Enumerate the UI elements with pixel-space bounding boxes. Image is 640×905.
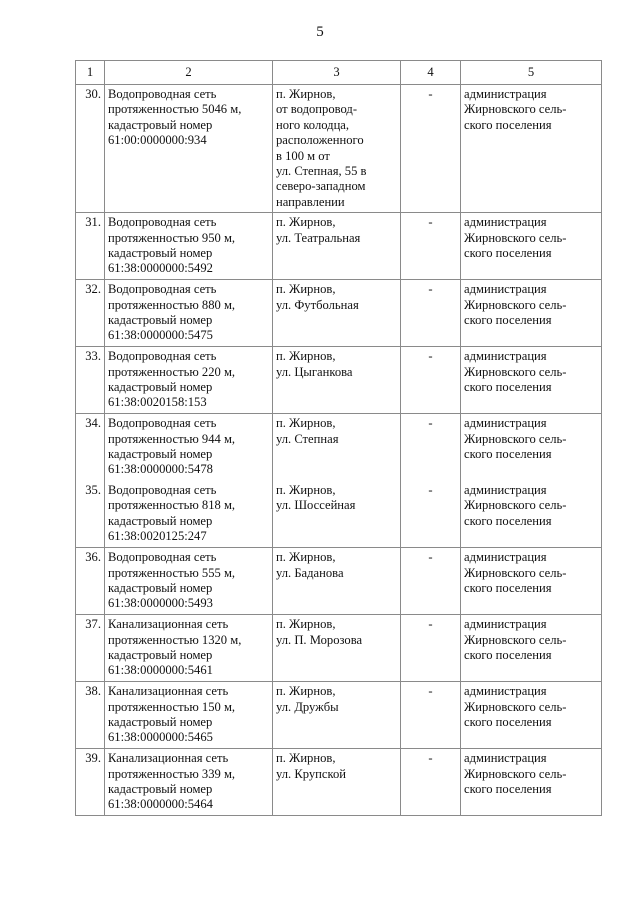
object-description [105,682,273,749]
location-line: п. Жирнов, [276,215,336,230]
column-header: 4 [401,61,461,85]
description-line: кадастровый номер [108,581,213,596]
column-4-value: - [401,682,461,749]
table-row [76,749,602,816]
table-row [76,481,602,548]
object-description [105,615,273,682]
holder-line: Жирновского сель- [464,230,567,245]
holder-line: администрация [464,282,547,297]
description-line: Водопроводная сеть [108,349,217,364]
location-line: ул. Крупской [276,766,346,781]
holder-line: Жирновского сель- [464,297,567,312]
column-4-value: - [401,481,461,548]
holder-line: администрация [464,349,547,364]
object-location [273,481,401,548]
holder-line: ского поселения [464,117,552,132]
column-header: 2 [105,61,273,85]
object-description [105,85,273,213]
object-description [105,213,273,280]
location-line: северо-западном [276,179,366,194]
holder-line: администрация [464,617,547,632]
description-line: 61:00:0000000:934 [108,133,207,148]
description-line: 61:38:0000000:5478 [108,462,213,477]
location-line: направлении [276,194,345,209]
description-line: кадастровый номер [108,380,213,395]
object-location [273,414,401,481]
rights-holder [461,280,602,347]
object-location [273,615,401,682]
row-number: 33. [76,347,105,414]
location-line: ул. Дружбы [276,699,339,714]
description-line: протяженностью 1320 м, [108,632,242,647]
row-number: 37. [76,615,105,682]
location-line: ул. Баданова [276,565,344,580]
description-line: протяженностью 818 м, [108,498,236,513]
holder-line: Жирновского сель- [464,364,567,379]
object-location [273,548,401,615]
row-number: 32. [76,280,105,347]
row-number: 39. [76,749,105,816]
location-line: ул. Цыганкова [276,364,353,379]
description-line: Канализационная сеть [108,684,229,699]
holder-line: администрация [464,416,547,431]
row-number: 36. [76,548,105,615]
rights-holder [461,682,602,749]
location-line: ул. П. Морозова [276,632,363,647]
table-row [76,615,602,682]
description-line: 61:38:0020158:153 [108,395,207,410]
location-line: ул. Степная [276,431,339,446]
description-line: Водопроводная сеть [108,416,217,431]
holder-line: администрация [464,550,547,565]
holder-line: ского поселения [464,447,552,462]
column-header: 1 [76,61,105,85]
holder-line: администрация [464,482,547,497]
column-4-value: - [401,615,461,682]
description-line: протяженностью 5046 м, [108,102,242,117]
rights-holder [461,749,602,816]
description-line: Водопроводная сеть [108,87,217,101]
object-description [105,749,273,816]
holder-line: Жирновского сель- [464,431,567,446]
description-line: кадастровый номер [108,117,213,132]
description-line: Водопроводная сеть [108,215,217,230]
object-location [273,749,401,816]
holder-line: Жирновского сель- [464,766,567,781]
table-row [76,414,602,481]
location-line: ул. Шоссейная [276,498,356,513]
holder-line: администрация [464,751,547,766]
rights-holder [461,414,602,481]
location-line: ул. Театральная [276,230,361,245]
location-line: п. Жирнов, [276,617,336,632]
object-description [105,548,273,615]
table-row [76,682,602,749]
rights-holder [461,548,602,615]
description-line: протяженностью 220 м, [108,364,236,379]
holder-line: ского поселения [464,581,552,596]
row-number: 34. [76,414,105,481]
holder-line: администрация [464,215,547,230]
description-line: 61:38:0000000:5475 [108,328,213,343]
page-number: 5 [316,24,324,40]
description-line: кадастровый номер [108,715,213,730]
description-line: 61:38:0020125:247 [108,528,207,543]
holder-line: Жирновского сель- [464,632,567,647]
object-location [273,280,401,347]
location-line: ул. Степная, 55 в [276,164,367,179]
holder-line: ского поселения [464,513,552,528]
location-line: п. Жирнов, [276,482,336,497]
description-line: Водопроводная сеть [108,482,217,497]
holder-line: администрация [464,684,547,699]
location-line: п. Жирнов, [276,751,336,766]
table-row [76,548,602,615]
column-4-value: - [401,749,461,816]
holder-line: ского поселения [464,782,552,797]
holder-line: ского поселения [464,313,552,328]
row-number: 31. [76,213,105,280]
holder-line: ского поселения [464,380,552,395]
description-line: протяженностью 339 м, [108,766,236,781]
object-location [273,85,401,213]
description-line: протяженностью 944 м, [108,431,236,446]
rights-holder [461,615,602,682]
table-row [76,280,602,347]
column-4-value: - [401,280,461,347]
row-number: 30. [76,85,105,213]
description-line: кадастровый номер [108,782,213,797]
object-description [105,280,273,347]
location-line: п. Жирнов, [276,87,336,101]
location-line: п. Жирнов, [276,416,336,431]
rights-holder [461,85,602,213]
holder-line: Жирновского сель- [464,102,567,117]
description-line: 61:38:0000000:5461 [108,663,213,678]
holder-line: администрация [464,87,547,101]
column-4-value: - [401,85,461,213]
column-4-value: - [401,548,461,615]
table-row [76,347,602,414]
location-line: п. Жирнов, [276,349,336,364]
table-header-row [76,61,602,85]
table-row [76,213,602,280]
column-header: 3 [273,61,401,85]
table-row [76,85,602,213]
location-line: п. Жирнов, [276,550,336,565]
location-line: ул. Футбольная [276,297,359,312]
location-line: от водопровод- [276,102,358,117]
column-4-value: - [401,347,461,414]
location-line: п. Жирнов, [276,684,336,699]
holder-line: Жирновского сель- [464,565,567,580]
description-line: 61:38:0000000:5492 [108,261,213,276]
table-body [76,85,602,816]
object-description [105,481,273,548]
column-4-value: - [401,414,461,481]
description-line: Водопроводная сеть [108,282,217,297]
description-line: 61:38:0000000:5493 [108,596,213,611]
object-location [273,347,401,414]
location-line: ного колодца, [276,117,350,132]
object-description [105,414,273,481]
column-4-value: - [401,213,461,280]
object-location [273,213,401,280]
description-line: Канализационная сеть [108,751,229,766]
description-line: 61:38:0000000:5465 [108,730,213,745]
description-line: кадастровый номер [108,313,213,328]
holder-line: ского поселения [464,648,552,663]
location-line: п. Жирнов, [276,282,336,297]
description-line: протяженностью 555 м, [108,565,236,580]
row-number: 38. [76,682,105,749]
holder-line: ского поселения [464,715,552,730]
description-line: протяженностью 150 м, [108,699,236,714]
row-number: 35. [76,481,105,548]
holder-line: ского поселения [464,246,552,261]
holder-line: Жирновского сель- [464,699,567,714]
object-description [105,347,273,414]
description-line: кадастровый номер [108,447,213,462]
object-location [273,682,401,749]
description-line: Водопроводная сеть [108,550,217,565]
location-line: в 100 м от [276,148,330,163]
description-line: кадастровый номер [108,246,213,261]
description-line: 61:38:0000000:5464 [108,797,213,812]
column-header: 5 [461,61,602,85]
description-line: Канализационная сеть [108,617,229,632]
rights-holder [461,347,602,414]
location-line: расположенного [276,133,364,148]
property-table [75,60,602,816]
description-line: кадастровый номер [108,513,213,528]
rights-holder [461,481,602,548]
holder-line: Жирновского сель- [464,498,567,513]
description-line: протяженностью 880 м, [108,297,236,312]
rights-holder [461,213,602,280]
description-line: протяженностью 950 м, [108,230,236,245]
description-line: кадастровый номер [108,648,213,663]
